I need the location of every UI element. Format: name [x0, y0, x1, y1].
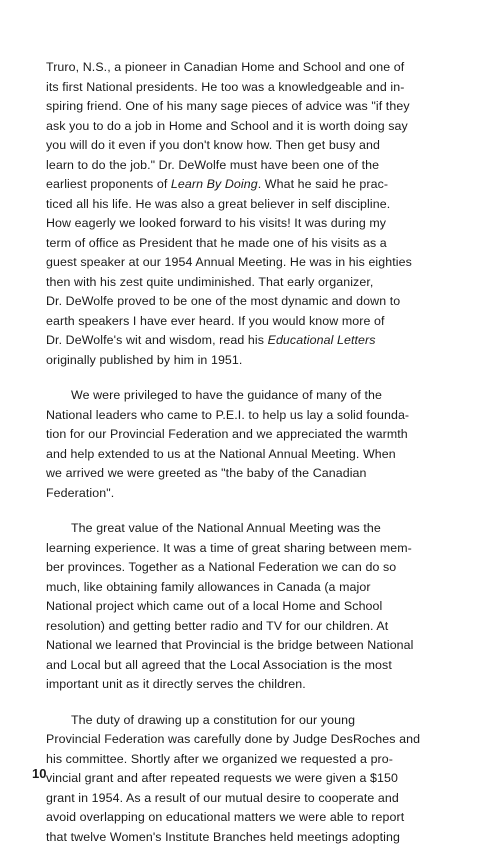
text-line: then with his zest quite undiminished. That early organizer,	[46, 273, 436, 293]
text-line: learn to do the job." Dr. DeWolfe must have been one of the	[46, 156, 436, 176]
italic-title: Learn By Doing	[171, 177, 258, 191]
paragraph-annual-meeting	[46, 519, 436, 695]
text-line: vincial grant and after repeated requests we were given a $150	[46, 769, 436, 789]
text-line: his committee. Shortly after we organized we requested a pro-	[46, 750, 436, 770]
text-line: We were privileged to have the guidance of many of the	[46, 386, 436, 406]
paragraph-dewolfe	[46, 58, 436, 370]
text-line: Truro, N.S., a pioneer in Canadian Home and School and one of	[46, 58, 436, 78]
text-line: important unit as it directly serves the children.	[46, 675, 436, 695]
text-line: and Local but all agreed that the Local Association is the most	[46, 656, 436, 676]
text-line: much, like obtaining family allowances in Canada (a major	[46, 578, 436, 598]
text-line: you will do it even if you don't know how. Then get busy and	[46, 136, 436, 156]
text-line: its first National presidents. He too was a knowledgeable and in-	[46, 78, 436, 98]
text-line: National project which came out of a local Home and School	[46, 597, 436, 617]
text-line: National we learned that Provincial is the bridge between National	[46, 636, 436, 656]
italic-title: Educational Letters	[268, 333, 376, 347]
text-line: ticed all his life. He was also a great believer in self discipline.	[46, 195, 436, 215]
text-line: term of office as President that he made one of his visits as a	[46, 234, 436, 254]
text-line: National leaders who came to P.E.I. to help us lay a solid founda-	[46, 406, 436, 426]
text-line: How eagerly we looked forward to his visits! It was during my	[46, 214, 436, 234]
text-line: tion for our Provincial Federation and we appreciated the warmth	[46, 425, 436, 445]
text-line: and help extended to us at the National Annual Meeting. When	[46, 445, 436, 465]
text-line: The duty of drawing up a constitution for our young	[46, 711, 436, 731]
text-line: spiring friend. One of his many sage pieces of advice was "if they	[46, 97, 436, 117]
text-segment: earliest proponents of	[46, 177, 171, 191]
text-segment: . What he said he prac-	[258, 177, 388, 191]
body-text	[46, 58, 436, 847]
text-line: Dr. DeWolfe proved to be one of the most dynamic and down to	[46, 292, 436, 312]
text-line: Federation".	[46, 484, 436, 504]
text-line: grant in 1954. As a result of our mutual desire to cooperate and	[46, 789, 436, 809]
paragraph-national-leaders	[46, 386, 436, 503]
text-line	[46, 175, 436, 195]
text-line: resolution) and getting better radio and TV for our children. At	[46, 617, 436, 637]
text-line: The great value of the National Annual Meeting was the	[46, 519, 436, 539]
page-number: 10	[32, 766, 46, 781]
text-line: ber provinces. Together as a National Federation we can do so	[46, 558, 436, 578]
text-line: avoid overlapping on educational matters we were able to report	[46, 808, 436, 828]
text-line: we arrived we were greeted as "the baby of the Canadian	[46, 464, 436, 484]
text-line: guest speaker at our 1954 Annual Meeting. He was in his eighties	[46, 253, 436, 273]
text-line: ask you to do a job in Home and School and it is worth doing say	[46, 117, 436, 137]
text-line: originally published by him in 1951.	[46, 351, 436, 371]
text-line: Provincial Federation was carefully done by Judge DesRoches and	[46, 730, 436, 750]
paragraph-constitution	[46, 711, 436, 847]
text-line	[46, 331, 436, 351]
text-line: learning experience. It was a time of great sharing between mem-	[46, 539, 436, 559]
text-line: earth speakers I have ever heard. If you would know more of	[46, 312, 436, 332]
text-segment: Dr. DeWolfe's wit and wisdom, read his	[46, 333, 268, 347]
text-line: that twelve Women's Institute Branches held meetings adopting	[46, 828, 436, 847]
